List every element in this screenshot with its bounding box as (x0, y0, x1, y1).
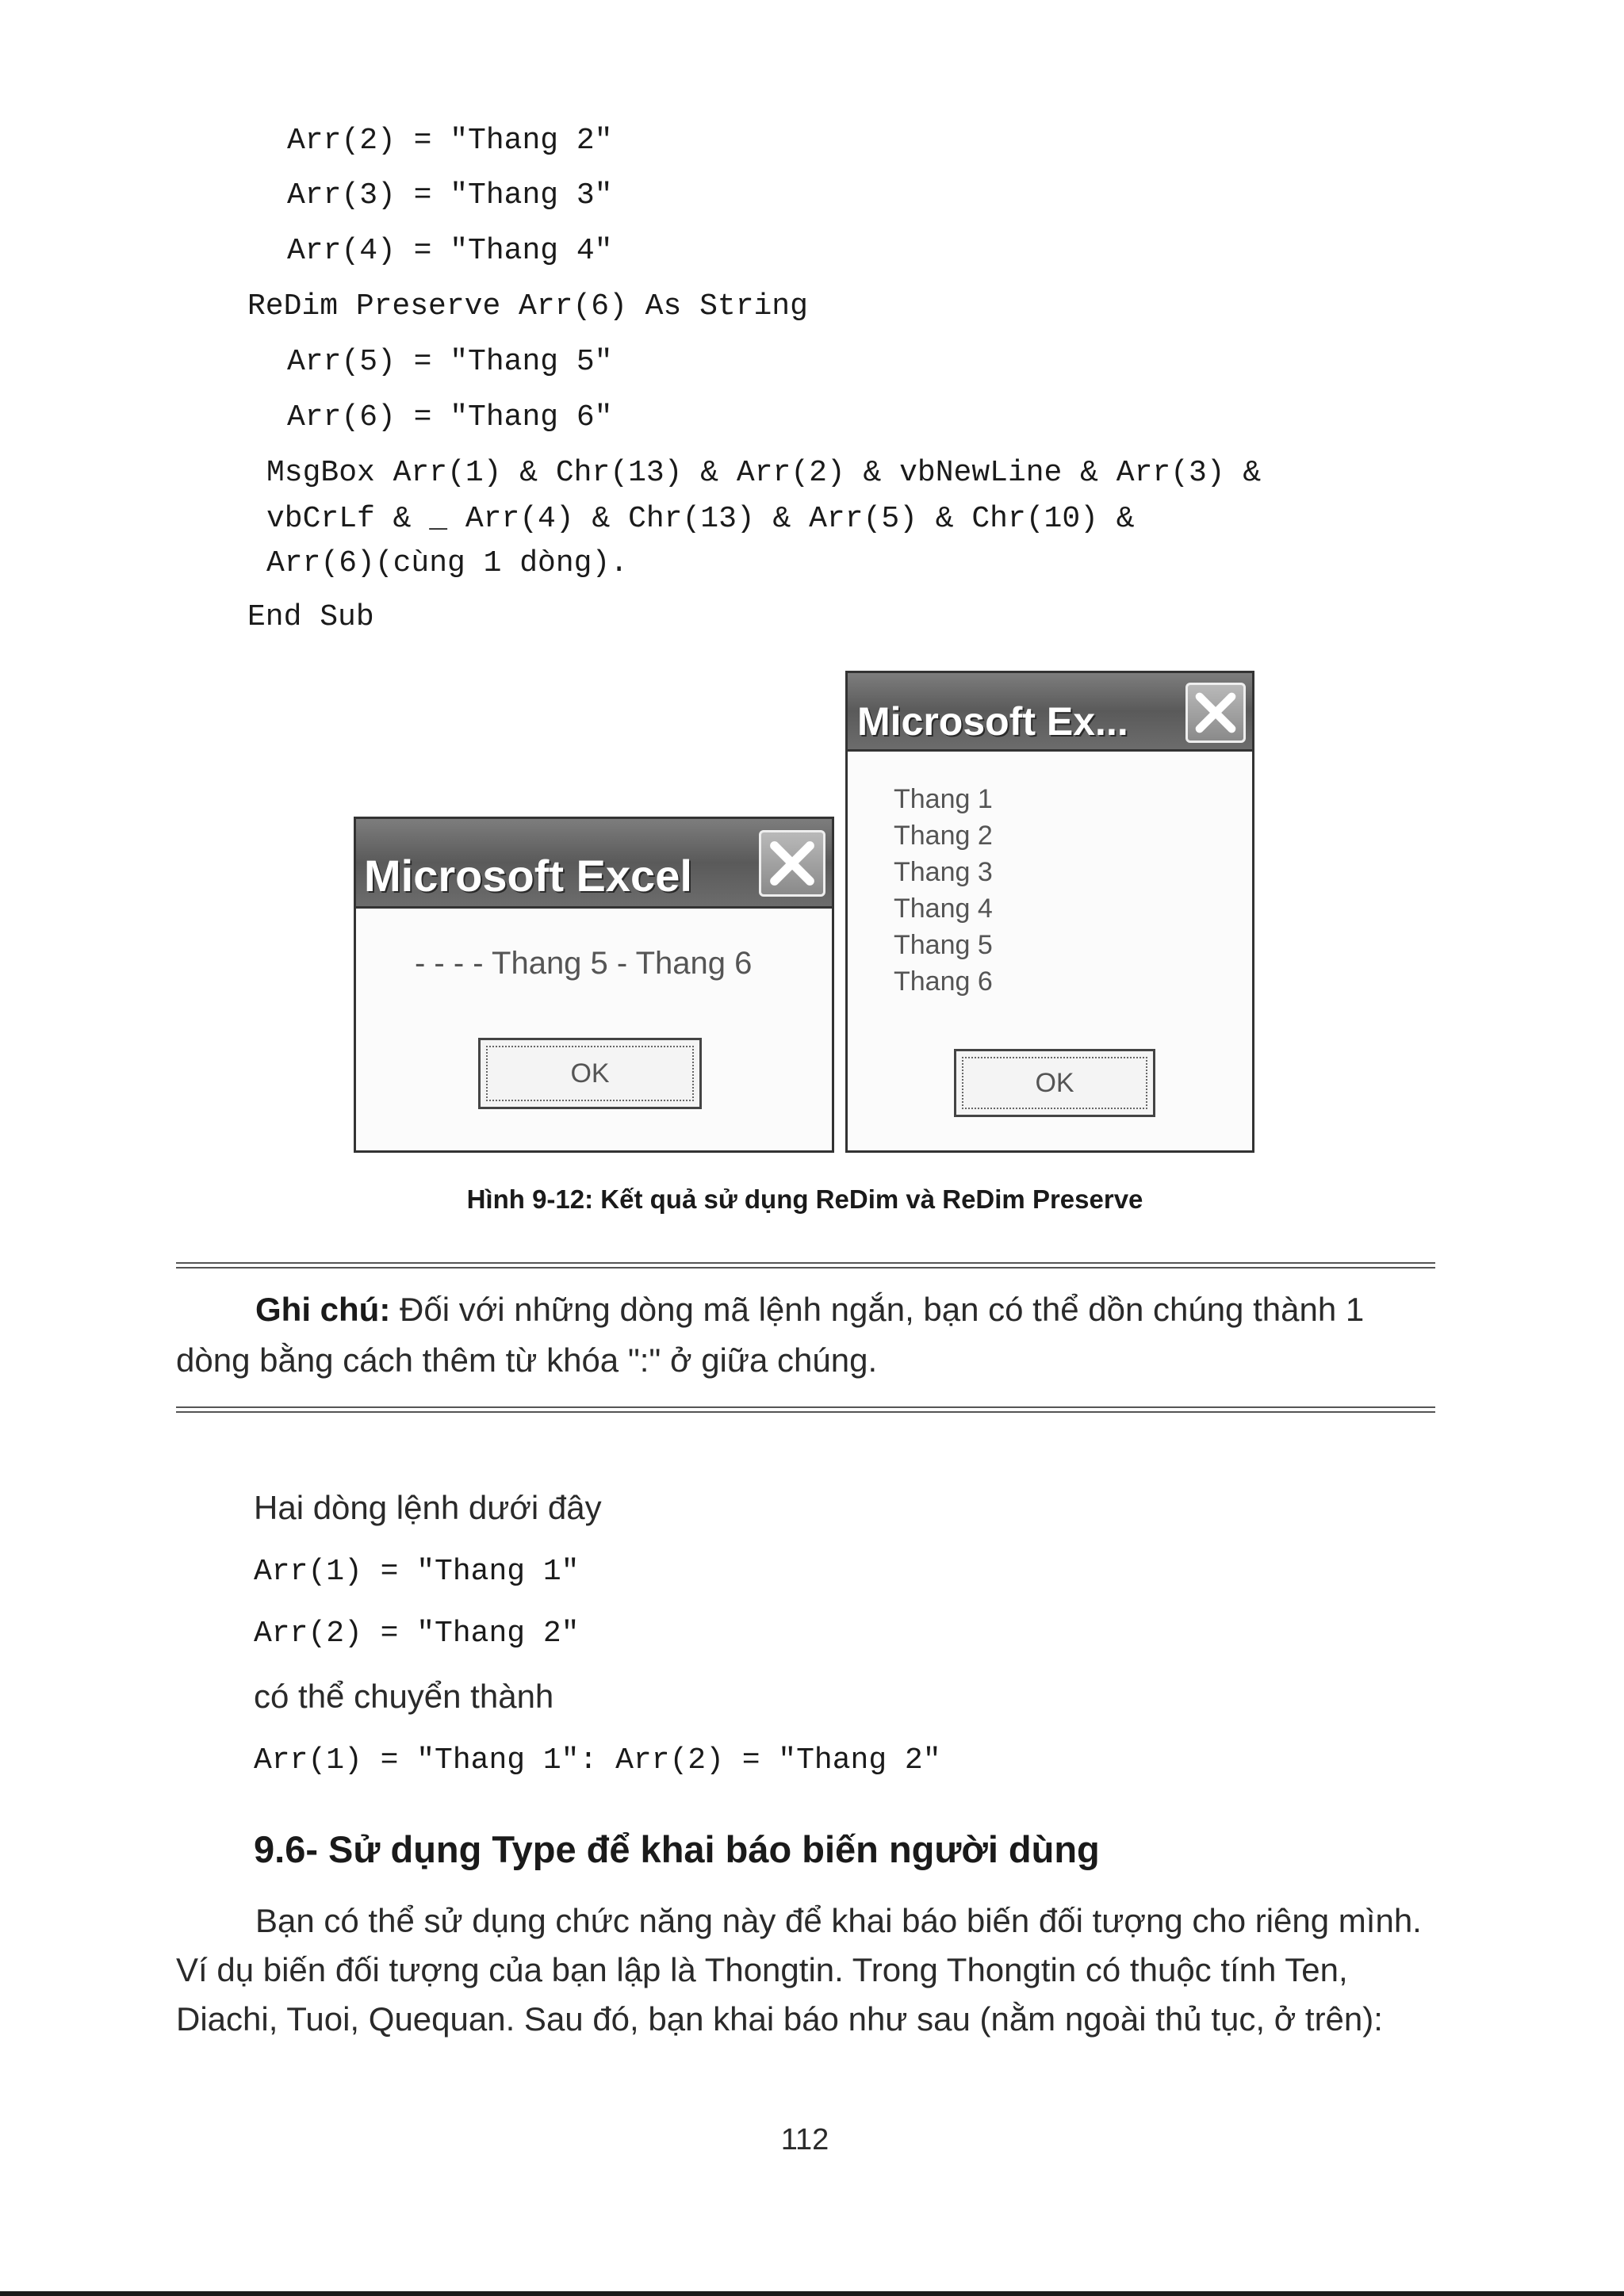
list-item: Thang 1 (894, 784, 993, 814)
list-item: Thang 6 (894, 966, 993, 997)
close-icon[interactable] (1185, 683, 1246, 743)
list-item: Thang 3 (894, 857, 993, 887)
code-example: Arr(1) = "Thang 1" (254, 1555, 580, 1589)
list-item: Thang 4 (894, 894, 993, 924)
page-number: 112 (780, 2123, 829, 2156)
msgbox-dialog-left (354, 817, 834, 1153)
note-box (176, 1284, 1435, 1386)
dialog-title: Microsoft Excel (364, 851, 692, 901)
list-item: Thang 2 (894, 821, 993, 851)
dialog-title-bar (356, 819, 832, 909)
note-label: Ghi chú: (255, 1291, 391, 1328)
close-icon[interactable] (759, 830, 825, 897)
ok-button[interactable]: OK (954, 1049, 1155, 1117)
code-example-combined: Arr(1) = "Thang 1": Arr(2) = "Thang 2" (254, 1743, 941, 1777)
code-line: Arr(3) = "Thang 3" (287, 178, 613, 212)
intro-text: Hai dòng lệnh dưới đây (254, 1489, 602, 1526)
transition-text: có thể chuyển thành (254, 1678, 554, 1715)
code-line: ReDim Preserve Arr(6) As String (247, 289, 808, 323)
divider (176, 1411, 1435, 1413)
dialog-message-list (894, 781, 993, 1000)
section-paragraph: Bạn có thể sử dụng chức năng này để khai báo biến đối tượng cho riêng mình. Ví dụ biến đối tượng của bạn lập là Thongtin. Trong Thongtin có thuộc tính Ten, Diachi, Tuoi, Quequan. Sau đó, bạn khai báo như sau (nằm ngoài thủ tục, ở trên): (176, 1902, 1422, 2038)
code-line: Arr(5) = "Thang 5" (287, 345, 613, 379)
code-example: Arr(2) = "Thang 2" (254, 1617, 580, 1651)
page-edge (0, 2291, 1624, 2296)
code-line: Arr(6)(cùng 1 dòng). (266, 546, 629, 580)
code-line: vbCrLf & _ Arr(4) & Chr(13) & Arr(5) & Chr(10) & (266, 502, 1135, 536)
code-line: Arr(4) = "Thang 4" (287, 234, 613, 268)
figure-caption: Hình 9-12: Kết quả sử dụng ReDim và ReDim Preserve (466, 1184, 1143, 1214)
list-item: Thang 5 (894, 930, 993, 960)
msgbox-dialog-right (845, 671, 1254, 1153)
divider (176, 1406, 1435, 1408)
divider (176, 1267, 1435, 1269)
dialog-title-bar (848, 673, 1252, 752)
note-text: Đối với những dòng mã lệnh ngắn, bạn có thể dồn chúng thành 1 dòng bằng cách thêm từ khóa ":" ở giữa chúng. (176, 1291, 1365, 1379)
divider (176, 1262, 1435, 1264)
section-heading: 9.6- Sử dụng Type để khai báo biến người dùng (254, 1828, 1100, 1870)
code-line: Arr(6) = "Thang 6" (287, 400, 613, 434)
ok-button[interactable]: OK (478, 1038, 702, 1109)
code-line: Arr(2) = "Thang 2" (287, 124, 613, 158)
code-line: End Sub (247, 600, 374, 634)
code-line: MsgBox Arr(1) & Chr(13) & Arr(2) & vbNewLine & Arr(3) & (266, 456, 1262, 490)
dialog-message: - - - - Thang 5 - Thang 6 (415, 946, 753, 981)
dialog-title: Microsoft Ex... (857, 699, 1128, 744)
